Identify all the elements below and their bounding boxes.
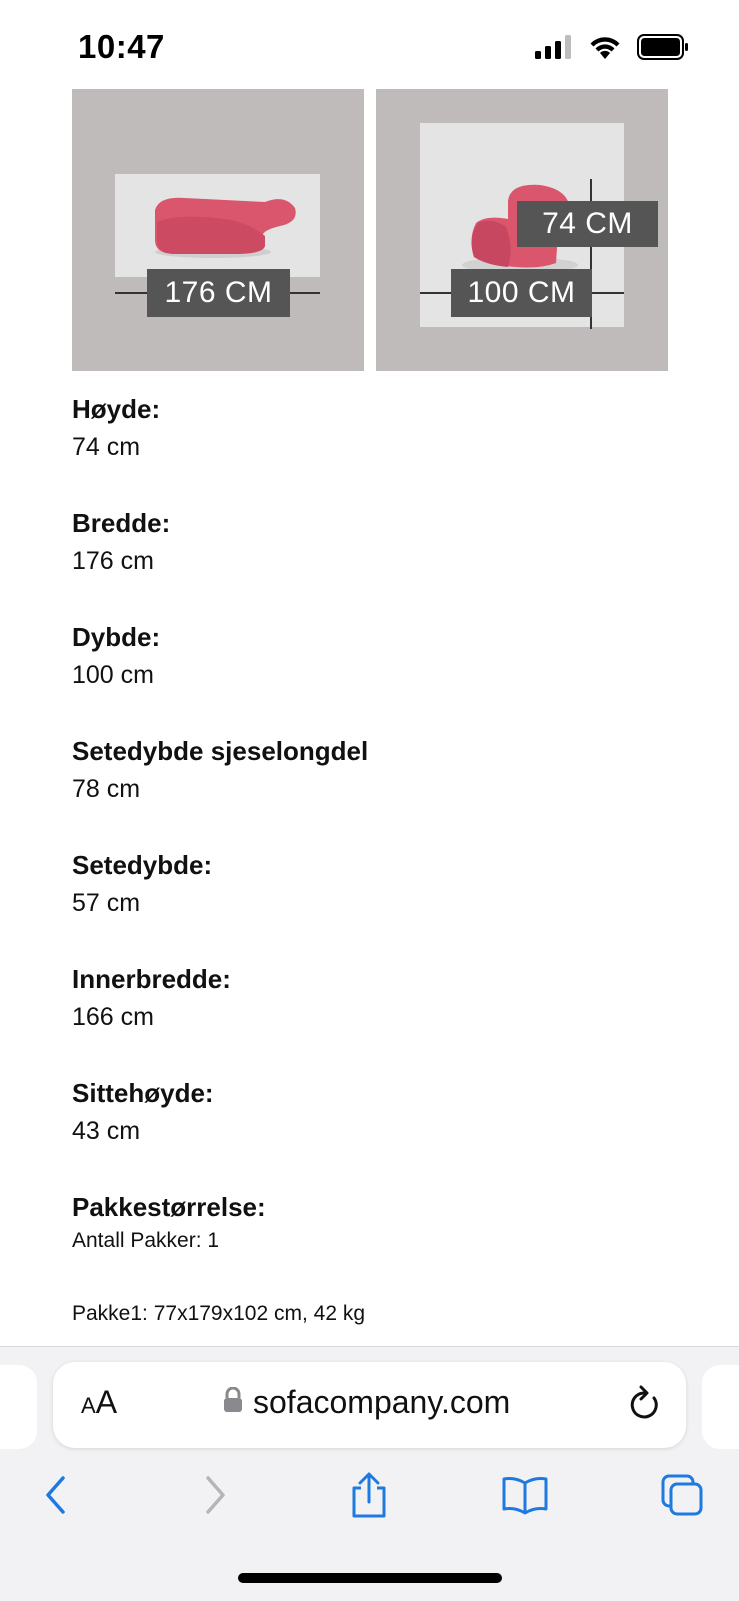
tabs-icon (660, 1473, 704, 1522)
lock-icon (223, 1387, 243, 1418)
reload-button[interactable] (628, 1384, 662, 1427)
spec-item-package-size (72, 1188, 672, 1302)
spec-label: Innerbredde: (72, 964, 231, 994)
specifications-list (72, 390, 672, 1302)
spec-value: 176 cm (72, 547, 154, 575)
product-image-gallery (72, 89, 668, 371)
spec-label: Bredde: (72, 508, 171, 538)
spec-item-seat-height (72, 1074, 672, 1188)
spec-label: Pakkestørrelse: (72, 1192, 266, 1222)
package-detail: Pakke1: 77x179x102 cm, 42 kg (72, 1302, 366, 1325)
url-text: sofacompany.com (253, 1384, 511, 1420)
aa-large-letter: A (95, 1384, 118, 1420)
product-image-side[interactable] (376, 89, 668, 371)
cellular-signal-icon (535, 35, 573, 64)
wifi-icon (589, 35, 621, 64)
spec-item-seat-depth (72, 846, 672, 960)
share-button[interactable] (339, 1467, 399, 1527)
spec-label: Setedybde sjeselongdel (72, 736, 369, 766)
spec-item-inner-width (72, 960, 672, 1074)
battery-icon (637, 34, 689, 65)
spec-item-width (72, 504, 672, 618)
url-display[interactable] (223, 1384, 510, 1421)
spec-value: 78 cm (72, 775, 141, 803)
sofa-front-illustration (115, 174, 320, 277)
browser-toolbar (0, 1467, 739, 1527)
browser-bottom-bar (0, 1346, 739, 1601)
spec-label: Dybde: (72, 622, 161, 652)
reader-aa-button[interactable] (81, 1384, 117, 1421)
spec-item-depth (72, 618, 672, 732)
bookmarks-icon (501, 1475, 549, 1520)
depth-dimension-label: 100 CM (451, 269, 592, 317)
back-button[interactable] (26, 1467, 86, 1527)
next-tab-peek[interactable] (702, 1365, 739, 1449)
sofa-photo-front (115, 174, 320, 277)
spec-value: 166 cm (72, 1003, 154, 1031)
spec-value: Antall Pakker: 1 (72, 1229, 220, 1252)
previous-tab-peek[interactable] (0, 1365, 37, 1449)
back-icon (43, 1475, 69, 1520)
tabs-button[interactable] (652, 1467, 712, 1527)
home-indicator[interactable] (238, 1573, 502, 1583)
bookmarks-button[interactable] (495, 1467, 555, 1527)
status-time: 10:47 (78, 28, 165, 65)
spec-value: 57 cm (72, 889, 141, 917)
product-image-front[interactable] (72, 89, 364, 371)
spec-label: Sittehøyde: (72, 1078, 214, 1108)
aa-small-letter: A (81, 1393, 96, 1418)
reload-icon (628, 1409, 662, 1426)
address-bar[interactable] (53, 1362, 686, 1448)
spec-value: 74 cm (72, 433, 141, 461)
share-icon (349, 1472, 389, 1523)
spec-value: 43 cm (72, 1117, 141, 1145)
width-dimension-label: 176 CM (147, 269, 290, 317)
spec-item-chaise-seat-depth (72, 732, 672, 846)
forward-icon (202, 1475, 228, 1520)
spec-label: Setedybde: (72, 850, 213, 880)
height-dimension-label: 74 CM (517, 201, 658, 247)
status-bar (0, 0, 739, 88)
spec-value: 100 cm (72, 661, 154, 689)
status-icons (535, 34, 689, 65)
spec-label: Høyde: (72, 394, 161, 424)
spec-item-height (72, 390, 672, 504)
forward-button[interactable] (185, 1467, 245, 1527)
